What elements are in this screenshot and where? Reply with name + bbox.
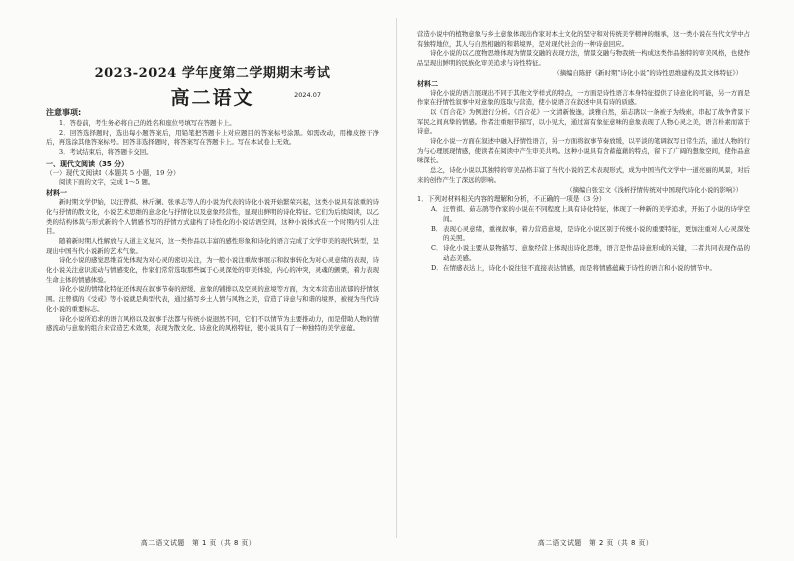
material-paragraph: 总之，诗化小说以其独特的审美品格丰富了当代小说的艺术表现形式，成为中国当代文学中一道亮丽的风景，对后来的创作产生了深远的影响。 (417, 166, 750, 184)
material-paragraph: 诗化小说的以乙度物思维体现为情景交融的表现方法，情景交融与物我统一构成这类作品独特的审美风格，也使作品呈现出鲜明的民族化审美追求与诗性特征。 (417, 49, 750, 68)
question-stem: 1．下列对材料相关内容的理解和分析，不正确的一项是（3 分） (417, 195, 606, 204)
material-paragraph: 以《百合花》为例进行分析。《百合花》一文清新俊逸，淡雅自然，茹志鹃以一条被子为线索，串起了战争背景下军民之间真挚的情感。作者注重细节描写，以小见大，通过富有象征意味的意象表现了人物心灵之美，语言朴素而富于诗意。 (417, 107, 750, 136)
section-heading: 一、现代文阅读（35 分） (46, 159, 129, 168)
material-paragraph: 诗化小说的语言展现出不同于其他文学样式的特点，一方面是诗性语言本身特征提供了诗意化的可能，另一方面是作家在抒情性叙事中对意象的选取与营造，使小说语言在叙述中具有诗的质感。 (417, 88, 750, 107)
subsection-heading: （一）现代文阅读Ⅰ（本题共 5 小题，19 分） (46, 168, 180, 177)
answer-option (417, 244, 750, 264)
option-text: 汪曾祺、茹志鹃等作家的小说在不同程度上具有诗化特征，体现了一种新的美学追求，开拓了小说的诗学空间。 (443, 205, 750, 223)
material-paragraph: 诗化小说的情绪化特征还体现在叙事节奏的舒缓、意象的铺排以及空灵的意境等方面，为文本营造出浓郁的抒情氛围。汪曾祺的《受戒》等小说就是典型代表，通过描写乡土人情与风物之美，营造了诗意与和谐的境界，被视为当代诗化小说的重要标志。 (46, 285, 379, 313)
answer-option (417, 225, 750, 245)
exam-date: 2024.07 (294, 91, 321, 99)
option-text: 在情感表达上，诗化小说往往不直接表达情感，而是将情感蕴藏于诗性的语言和小说的情节中。 (443, 263, 716, 272)
option-letter: D． (431, 263, 443, 272)
page-two (397, 0, 794, 561)
page-footer: 高二语文试题 第 1 页（共 8 页） (140, 539, 257, 547)
answer-option (417, 264, 750, 274)
notice-item: 2．回答选择题时，选出每小题答案后，用铅笔把答题卡上对应题目的答案标号涂黑。如需改动，用橡皮擦干净后，再选涂其他答案标号。回答非选择题时，将答案写在答题卡上。写在本试卷上无效。 (46, 128, 379, 147)
source-citation: （摘编自陈舒《新时期“诗化小说”的诗性思维建构及其文体特征》） (553, 68, 742, 77)
reading-instruction: 阅读下面的文字，完成 1～5 题。 (59, 178, 155, 187)
material-two-label: 材料二 (417, 78, 438, 88)
option-letter: C． (431, 244, 443, 253)
material-paragraph: 诗化小说的感觉思维首先体现为对心灵的密切关注，为一般小说注重故事展示和叙事转化为对心灵意绪的表现，诗化小说关注意识流动与情感变化，作家们常常选取那些属于心灵深处的审美体验，内心的冲突，灵魂的颤栗，着力表现生命主体的情感体验。 (46, 256, 379, 284)
option-letter: B． (431, 224, 443, 233)
source-citation: （摘编自张宏文《浅析抒情传统对中国现代诗化小说的影响》） (566, 185, 742, 194)
option-text: 诗化小说主要从景物描写、意象经营上体现出诗化思维，语言是作品诗意形成的关键，二者共同表现作品的动态美感。 (443, 244, 750, 263)
answer-option (417, 205, 750, 225)
material-paragraph: 诗化小说一方面在叙述中融入抒情性语言，另一方面将叙事节奏放缓，以平淡的笔调叙写日常生活，通过人物的行为与心理展现情感，使读者在阅读中产生审美共鸣。这种小说具有含蓄蕴藉的特点，留下了广阔的想象空间，使作品意味深长。 (417, 137, 750, 165)
option-text: 表现心灵意绪，重视叙事，着力营造意境，是诗化小说区别于传统小说的重要特征，更加注重对人心灵深处的关照。 (443, 224, 750, 243)
exam-title: 2023-2024 学年度第二学期期末考试 (94, 66, 331, 81)
material-paragraph: 营造小说中的植物意象与乡土意象体现出作家对本土文化的坚守和对传统美学精神的继承，这一类小说在当代文学中占有独特地位，其人与自然相融的和谐境界，是对现代社会的一种诗意回应。 (417, 30, 750, 48)
subject-row (46, 83, 379, 107)
material-paragraph: 随着新时期人性解放与人道主义复兴，这一类作品以丰富的感性形象和诗化的语言完成了文学审美的现代转型，呈现出中国当代小说新的艺术气象。 (46, 236, 379, 255)
material-one-label: 材料一 (46, 188, 67, 198)
material-paragraph: 新时期文学伊始，以汪曾祺、林斤澜、张承志等人的小说为代表的诗化小说开始繁荣兴起，这类小说具有浓重的诗化与抒情的散文化，小说艺术思维的意念化与抒情化以及意象经营性，显现出鲜明的诗化特征。它们为后续阅读，以乙类的结构体裁与形式新的个人情感书写的抒情方式建构了诗性化的小说话语空间，这种小说体式在一个时期内引人注目。 (46, 198, 379, 236)
page-footer: 高二语文试题 第 2 页（共 8 页） (537, 539, 654, 547)
notice-item: 1．答卷前，考生务必将自己的姓名和座位号填写在答题卡上。 (59, 119, 236, 127)
notice-item: 3．考试结束后，将答题卡交回。 (59, 148, 153, 157)
material-paragraph: 诗化小说所追求的语言风格以及叙事手法都与传统小说迥然不同，它们不以情节为主要推动力，而是借助人物的情感流动与意象的组合来营造艺术效果，表现为散文化、诗意化的风格特征，使小说具有了一种独特的美学意蕴。 (46, 314, 379, 333)
notice-title: 注意事项: (46, 108, 82, 117)
option-letter: A． (431, 205, 443, 214)
subject-title: 高二语文 (170, 87, 255, 109)
